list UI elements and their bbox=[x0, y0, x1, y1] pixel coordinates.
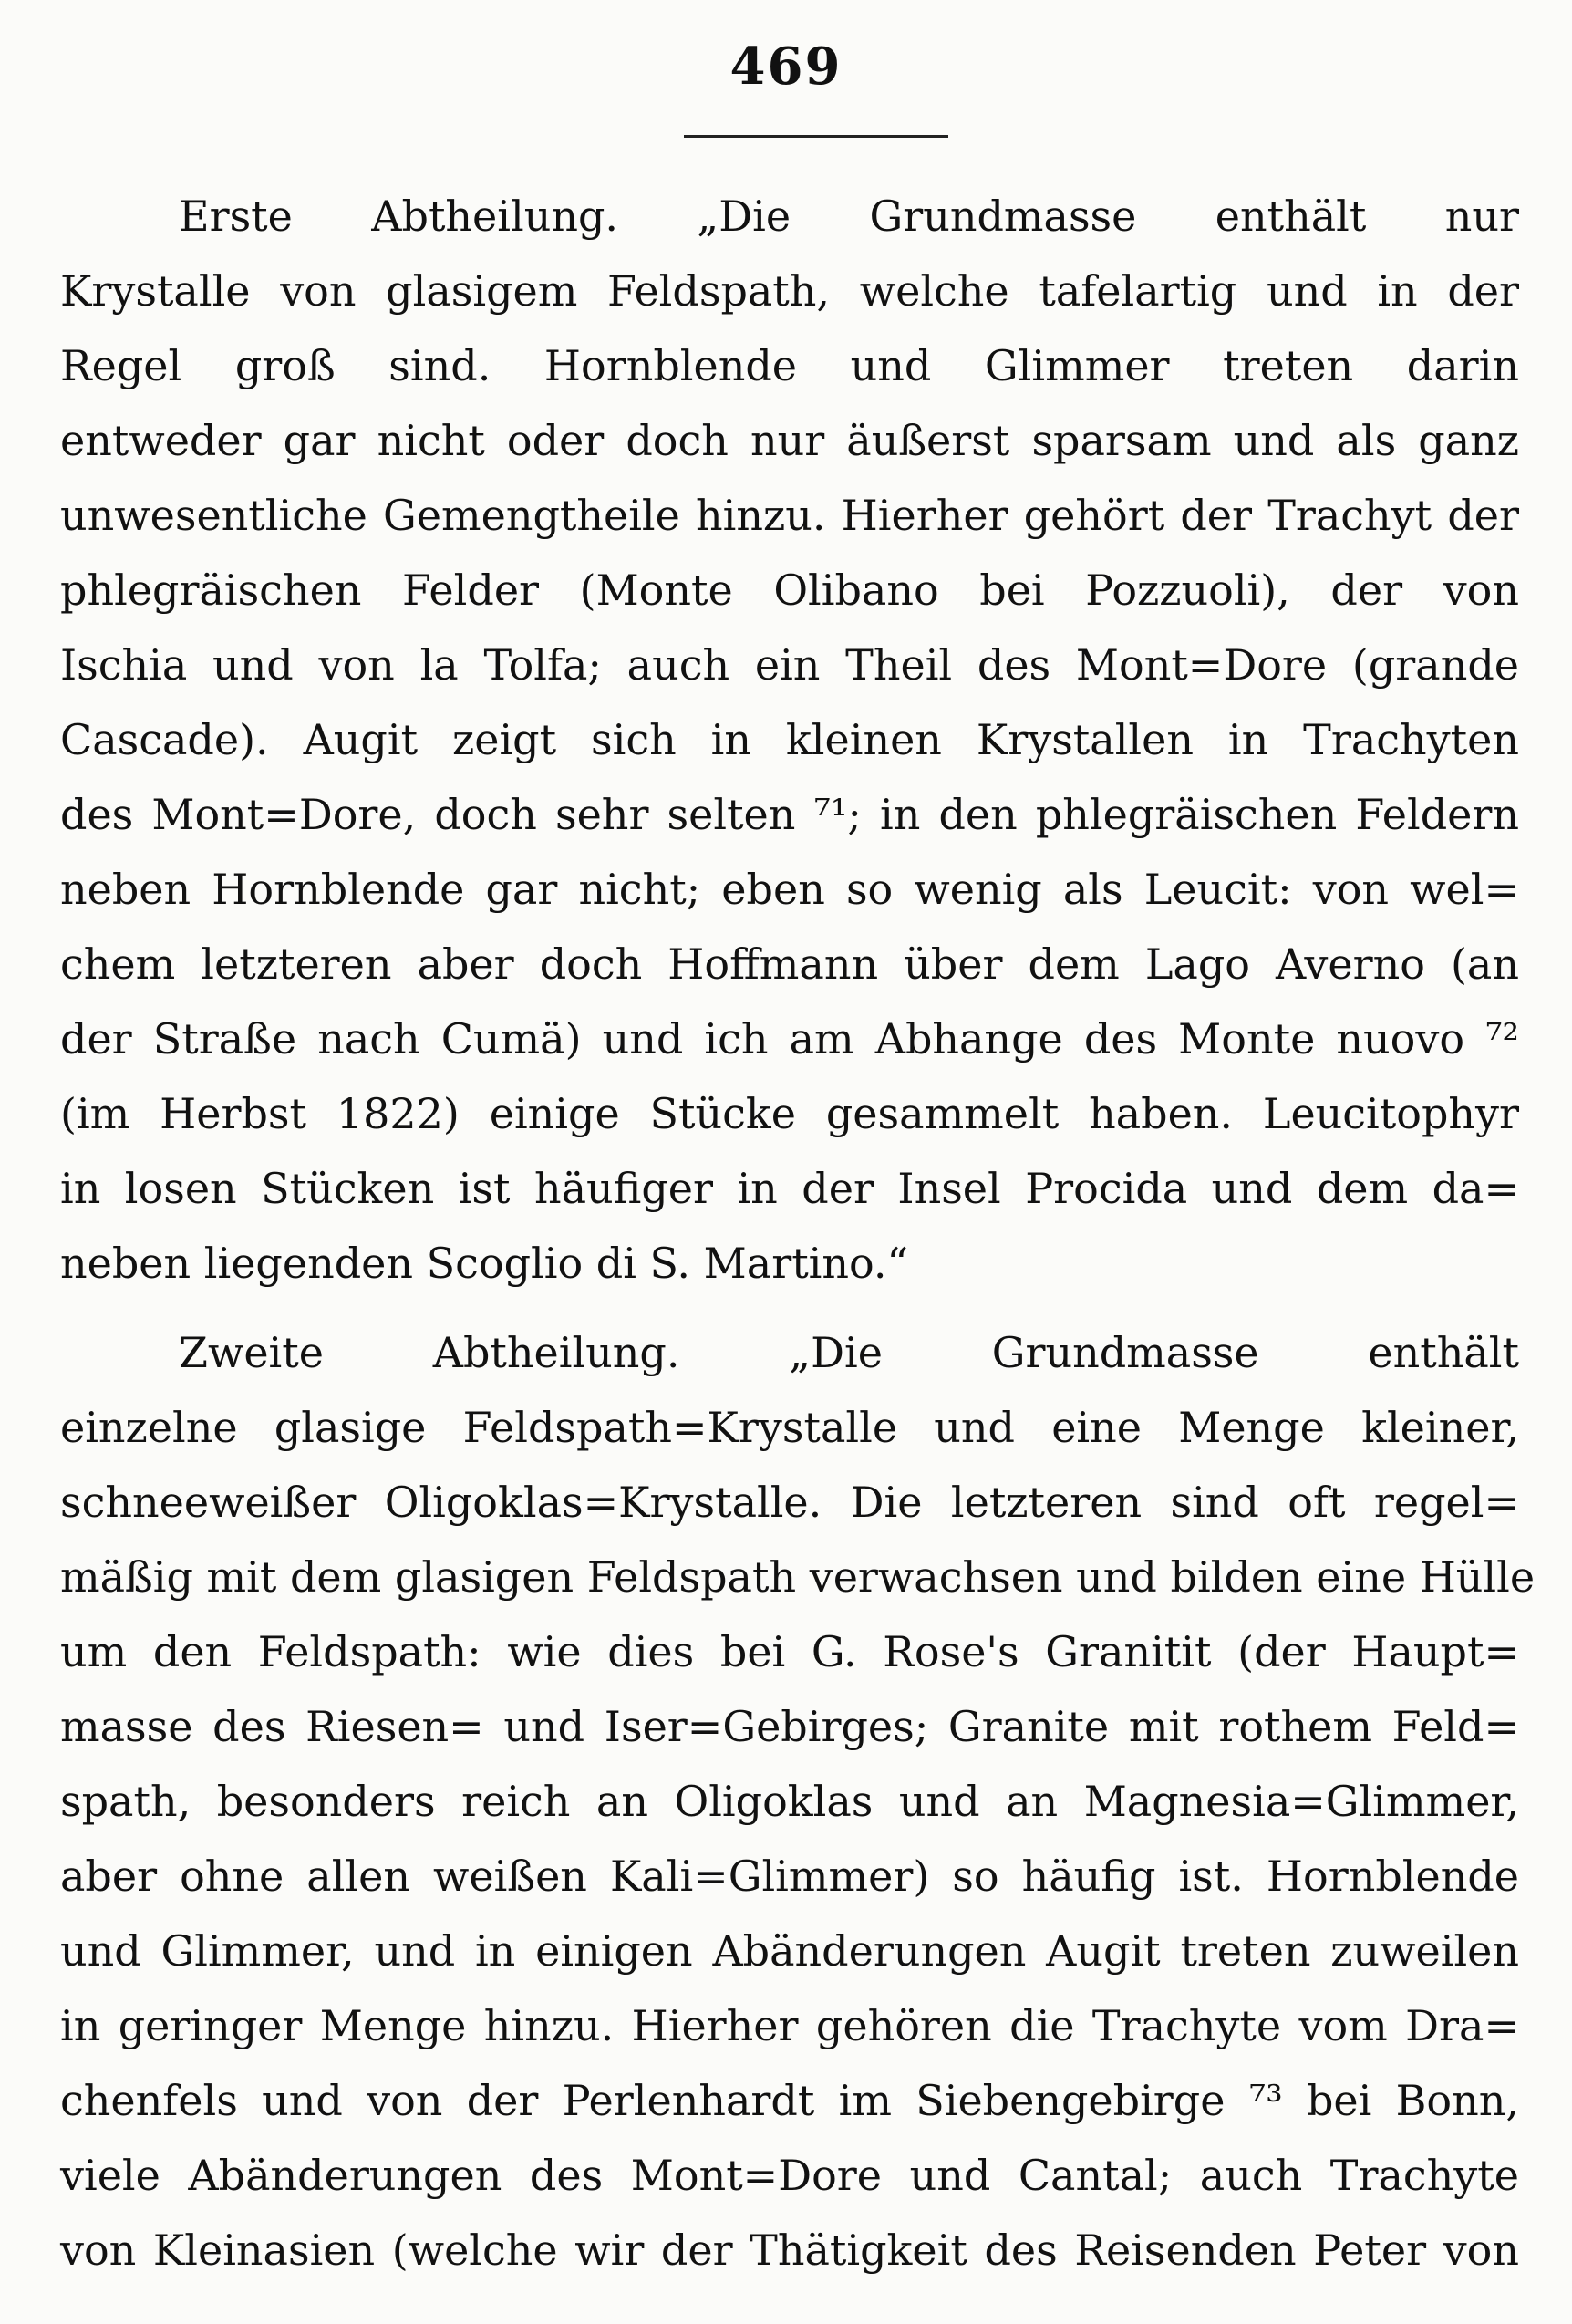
text-line: Zweite Abtheilung. „Die Grundmasse enthält bbox=[179, 1328, 1519, 1377]
text-line: einzelne glasige Feldspath=Krystalle und eine Menge kleiner, bbox=[60, 1403, 1519, 1452]
text-line: um den Feldspath: wie dies bei G. Rose's Granitit (der Haupt= bbox=[60, 1627, 1519, 1676]
text-line: unwesentliche Gemengtheile hinzu. Hierher gehört der Trachyt der bbox=[60, 491, 1519, 540]
header-rule bbox=[684, 135, 948, 138]
page-number: 469 bbox=[729, 36, 843, 97]
text-line: Regel groß sind. Hornblende und Glimmer treten darin bbox=[60, 341, 1519, 390]
text-line: in losen Stücken ist häufiger in der Insel Procida und dem da= bbox=[60, 1164, 1519, 1213]
text-line: schneeweißer Oligoklas=Krystalle. Die letzteren sind oft regel= bbox=[60, 1478, 1519, 1527]
paragraph-gap bbox=[60, 1301, 1519, 1315]
text-line: von Kleinasien (welche wir der Thätigkeit des Reisenden Peter von bbox=[60, 2225, 1519, 2275]
body-text bbox=[60, 179, 1536, 2288]
text-line: mäßig mit dem glasigen Feldspath verwachsen und bilden eine Hülle bbox=[60, 1552, 1536, 1602]
text-line: der Straße nach Cumä) und ich am Abhange des Monte nuovo ⁷² bbox=[60, 1014, 1519, 1063]
text-line: aber ohne allen weißen Kali=Glimmer) so häufig ist. Hornblende bbox=[60, 1852, 1519, 1901]
text-line: phlegräischen Felder (Monte Olibano bei Pozzuoli), der von bbox=[60, 565, 1519, 615]
text-line: in geringer Menge hinzu. Hierher gehören die Trachyte vom Dra= bbox=[60, 2001, 1519, 2050]
text-line: neben Hornblende gar nicht; eben so wenig als Leucit: von wel= bbox=[60, 865, 1519, 914]
text-line: Ischia und von la Tolfa; auch ein Theil des Mont=Dore (grande bbox=[60, 640, 1519, 690]
text-line: spath, besonders reich an Oligoklas und an Magnesia=Glimmer, bbox=[60, 1777, 1519, 1826]
paragraph-1 bbox=[60, 179, 1519, 1301]
text-line: chenfels und von der Perlenhardt im Siebengebirge ⁷³ bei Bonn, bbox=[60, 2076, 1519, 2125]
paragraph-2 bbox=[60, 1315, 1536, 2288]
text-line: des Mont=Dore, doch sehr selten ⁷¹; in den phlegräischen Feldern bbox=[60, 790, 1519, 839]
text-line: viele Abänderungen des Mont=Dore und Cantal; auch Trachyte bbox=[60, 2151, 1519, 2200]
text-line: entweder gar nicht oder doch nur äußerst sparsam und als ganz bbox=[60, 416, 1519, 465]
text-line: Cascade). Augit zeigt sich in kleinen Krystallen in Trachyten bbox=[60, 715, 1519, 764]
text-line: masse des Riesen= und Iser=Gebirges; Granite mit rothem Feld= bbox=[60, 1702, 1519, 1751]
text-line: chem letzteren aber doch Hoffmann über dem Lago Averno (an bbox=[60, 939, 1519, 989]
text-line: neben liegenden Scoglio di S. Martino.“ bbox=[60, 1239, 909, 1288]
text-line: Erste Abtheilung. „Die Grundmasse enthält nur bbox=[179, 192, 1519, 241]
text-line: Krystalle von glasigem Feldspath, welche tafelartig und in der bbox=[60, 266, 1519, 316]
text-line: und Glimmer, und in einigen Abänderungen Augit treten zuweilen bbox=[60, 1926, 1519, 1976]
text-line: (im Herbst 1822) einige Stücke gesammelt haben. Leucitophyr bbox=[60, 1089, 1519, 1138]
